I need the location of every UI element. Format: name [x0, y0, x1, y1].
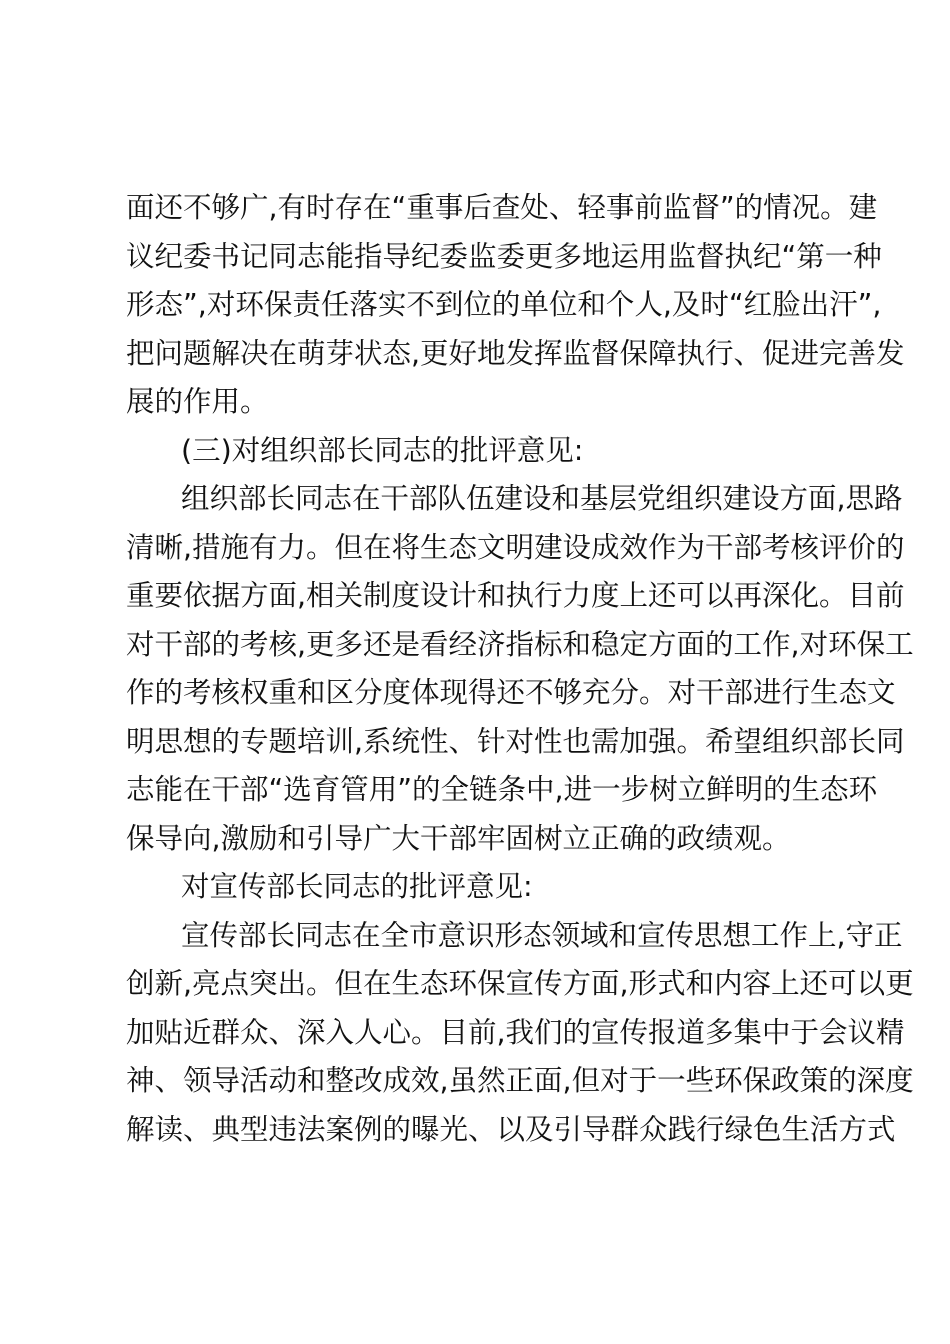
text-line: 面还不够广,有时存在“重事后查处、轻事前监督”的情况。建 [126, 191, 878, 224]
document-body [126, 184, 914, 1154]
text-line: 宣传部长同志在全市意识形态领域和宣传思想工作上,守正 [181, 918, 903, 952]
section-heading: 对宣传部长同志的批评意见: [181, 870, 533, 903]
text-line: 清晰,措施有力。但在将生态文明建设成效作为干部考核评价的 [126, 530, 905, 564]
text-line: 志能在干部“选育管用”的全链条中,进一步树立鲜明的生态环 [126, 773, 878, 806]
text-line: 神、领导活动和整改成效,虽然正面,但对于一些环保政策的深度 [126, 1064, 914, 1097]
text-line: 作的考核权重和区分度体现得还不够充分。对干部进行生态文 [126, 676, 896, 709]
text-line: 解读、典型违法案例的曝光、以及引导群众践行绿色生活方式 [126, 1112, 896, 1146]
text-line: 重要依据方面,相关制度设计和执行力度上还可以再深化。目前 [126, 579, 905, 612]
text-line: 保导向,激励和引导广大干部牢固树立正确的政绩观。 [126, 821, 791, 855]
text-line: 议纪委书记同志能指导纪委监委更多地运用监督执纪“第一种 [126, 239, 882, 273]
section-heading: (三)对组织部长同志的批评意见: [181, 433, 584, 467]
text-line: 形态”,对环保责任落实不到位的单位和个人,及时“红脸出汗”, [126, 288, 882, 321]
text-line: 明思想的专题培训,系统性、针对性也需加强。希望组织部长同 [126, 724, 905, 758]
text-line: 展的作用。 [126, 385, 269, 418]
text-line: 把问题解决在萌芽状态,更好地发挥监督保障执行、促进完善发 [126, 336, 905, 370]
text-line: 对干部的考核,更多还是看经济指标和稳定方面的工作,对环保工 [126, 627, 914, 661]
text-line: 创新,亮点突出。但在生态环保宣传方面,形式和内容上还可以更 [126, 967, 914, 1000]
text-line: 组织部长同志在干部队伍建设和基层党组织建设方面,思路 [181, 482, 903, 515]
text-line: 加贴近群众、深入人心。目前,我们的宣传报道多集中于会议精 [126, 1015, 905, 1049]
